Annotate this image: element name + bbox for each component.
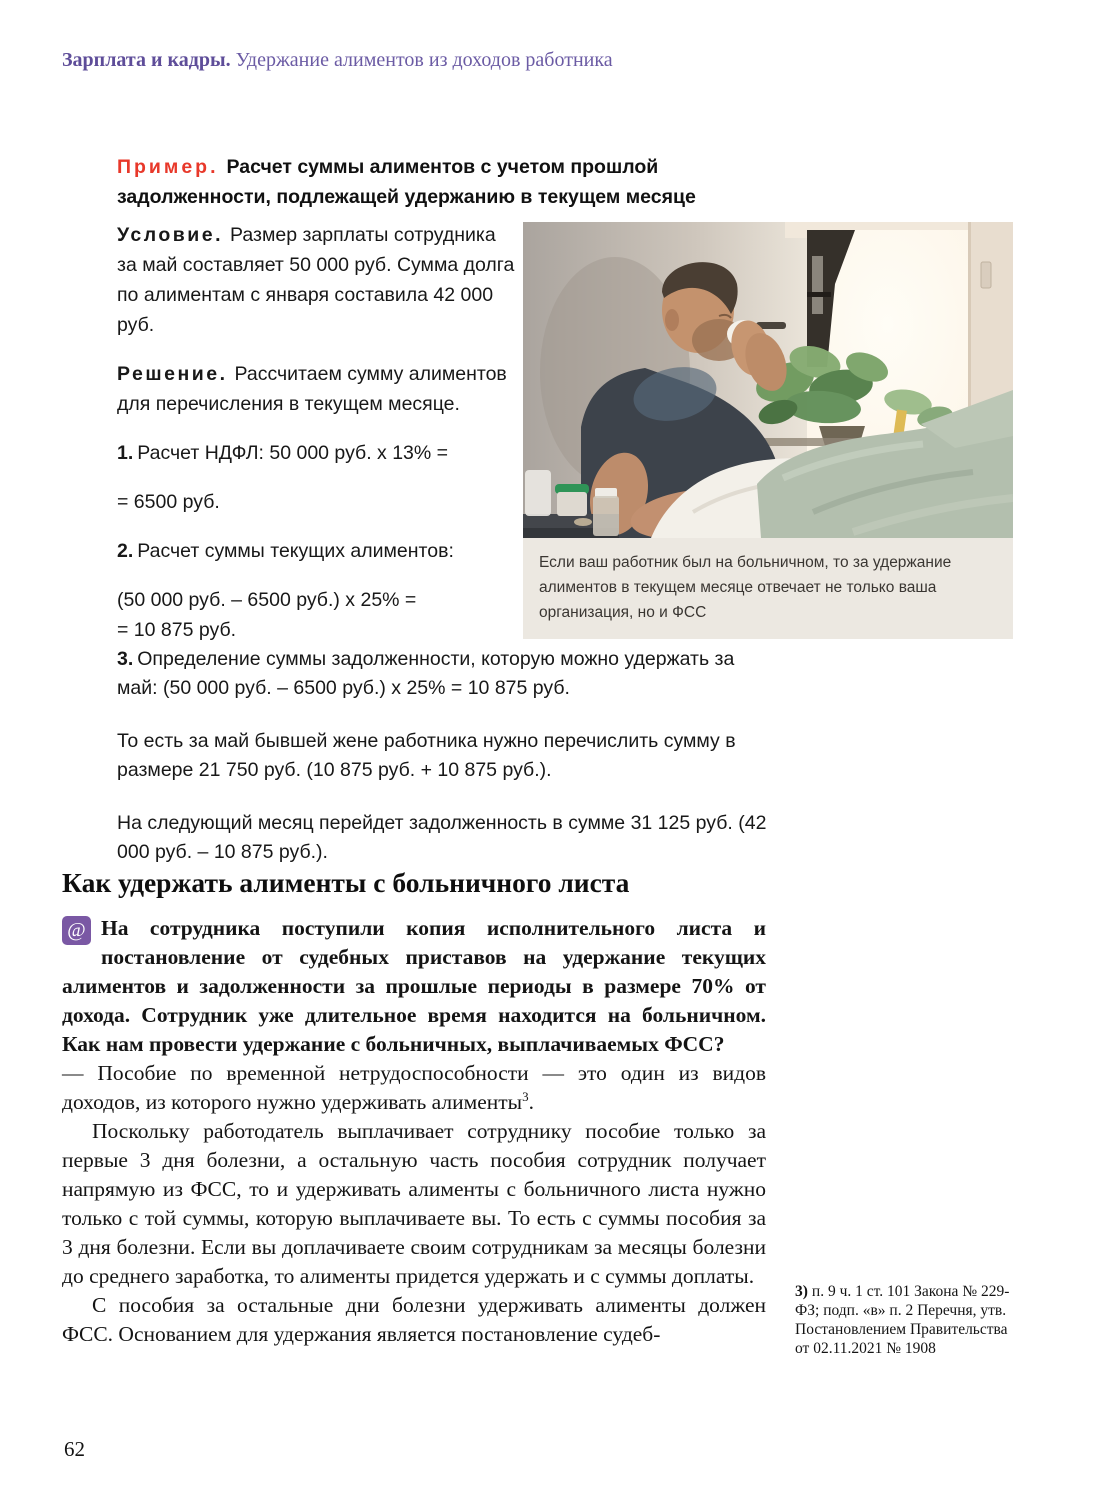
- question-answer-block: [62, 914, 766, 1349]
- question-text: На сотрудника поступили копия исполнительного листа и постановление от судебных приставов на удержание текущих алиментов и задолженности за прошлые периоды в размере 70% от дохода. Сотрудник уже длительное время находится на больничном. Как нам провести удержание с больничных, выплачиваемых ФСС?: [62, 916, 766, 1056]
- sidenote-text: п. 9 ч. 1 ст. 101 Закона № 229-ФЗ; подп. «в» п. 2 Перечня, утв. Постановлением Правительства от 02.11.2021 № 1908: [795, 1283, 1010, 1357]
- condition-text: Размер зарплаты сотрудника за май составляет 50 000 руб. Сумма долга по алиментам с января составила 42 000 руб.: [117, 224, 515, 336]
- step-1-line-2: = 6500 руб.: [117, 491, 220, 513]
- answer-paragraph-2: Поскольку работодатель выплачивает сотруднику пособие только за первые 3 дня болезни, а остальную часть пособия сотрудник получает напрямую из ФСС, то и удерживать алименты с больничного листа нужно только с той суммы, которую выплачиваете вы. То есть с суммы пособия за 3 дня болезни. Если вы доплачиваете своим сотрудникам за месяцы болезни до среднего заработка, то алименты придется удержать и с суммы доплаты.: [62, 1119, 766, 1288]
- example-step-1: [117, 438, 515, 468]
- step-2-line-3: = 10 875 руб.: [117, 619, 237, 641]
- header-section-label: Зарплата и кадры.: [62, 49, 231, 71]
- solution-text: Рассчитаем сумму алиментов для перечисления в текущем месяце.: [117, 363, 507, 415]
- condition-paragraph: [117, 220, 515, 340]
- footnote-marker: 3: [522, 1088, 529, 1104]
- answer-intro-paragraph: [62, 1059, 766, 1117]
- step-3-text: Определение суммы задолженности, которую можно удержать за май: (50 000 руб. – 6500 руб.) х 25% = 10 875 руб.: [117, 647, 735, 699]
- example-title: [117, 152, 757, 212]
- step-1-line-1: Расчет НДФЛ: 50 000 руб. х 13% =: [137, 442, 449, 464]
- solution-label: Решение.: [117, 363, 228, 385]
- section-heading: Как удержать алименты с больничного листа: [62, 867, 630, 898]
- example-conclusion-2: На следующий месяц перейдет задолженность в сумме 31 125 руб. (42 000 руб. – 10 875 руб.).: [117, 811, 767, 863]
- sidenote-marker: 3): [795, 1283, 808, 1300]
- at-icon: @: [62, 916, 91, 945]
- example-label: Пример.: [117, 155, 219, 178]
- sick-man-in-bed-photo: [523, 222, 1013, 538]
- solution-paragraph: [117, 359, 515, 419]
- example-step-3: [117, 645, 775, 703]
- example-step-2: [117, 536, 515, 566]
- question-paragraph: [62, 914, 766, 1059]
- article-photo-block: [523, 222, 1013, 639]
- photo-caption: Если ваш работник был на больничном, то за удержание алиментов в текущем месяце отвечает не только ваша организация, но и ФСС: [523, 538, 1013, 639]
- example-title-text: Расчет суммы алиментов с учетом прошлой задолженности, подлежащей удержанию в текущем месяце: [117, 155, 696, 208]
- step-1-number: 1.: [117, 442, 134, 464]
- answer-intro-text: — Пособие по временной нетрудоспособности — это один из видов доходов, из которого нужно удерживать алименты: [62, 1061, 766, 1114]
- sidenote: [795, 1282, 1017, 1358]
- answer-paragraph-3: С пособия за остальные дни болезни удерживать алименты должен ФСС. Основанием для удержания является постановление судеб-: [62, 1293, 766, 1346]
- condition-label: Условие.: [117, 224, 224, 246]
- step-2-line-2: (50 000 руб. – 6500 руб.) х 25% =: [117, 589, 417, 611]
- page-header: [62, 49, 962, 72]
- header-article-title: Удержание алиментов из доходов работника: [235, 49, 613, 71]
- step-2-number: 2.: [117, 540, 134, 562]
- example-conclusion-1: То есть за май бывшей жене работника нужно перечислить сумму в размере 21 750 руб. (10 875 руб. + 10 875 руб.).: [117, 729, 736, 781]
- page-number: 62: [64, 1437, 85, 1461]
- step-2-line-1: Расчет суммы текущих алиментов:: [137, 540, 454, 562]
- step-3-number: 3.: [117, 647, 134, 670]
- answer-intro-period: .: [528, 1090, 534, 1114]
- example-left-column: [117, 220, 515, 664]
